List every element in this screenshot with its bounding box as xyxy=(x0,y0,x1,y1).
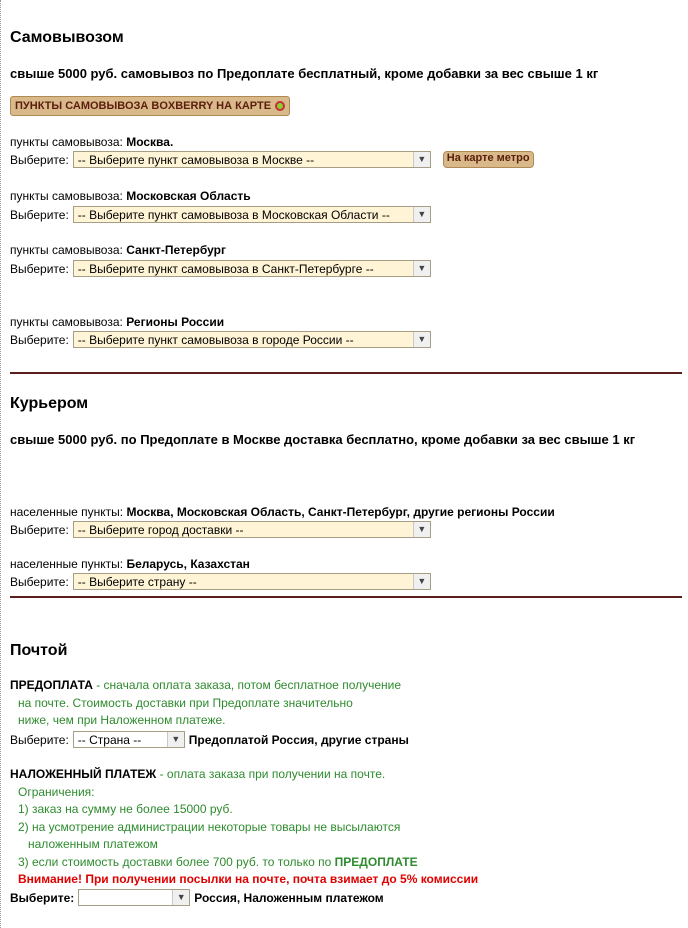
courier-russia-label: населенные пункты: Москва, Московская Область, Санкт-Петербург, другие регионы России xyxy=(10,505,555,519)
section-divider xyxy=(10,372,682,374)
courier-lead: свыше 5000 руб. по Предоплате в Москве доставка бесплатно, кроме добавки за вес свыше 1 кг xyxy=(10,432,636,447)
section-divider xyxy=(10,596,682,598)
pickup-mo-label: пункты самовывоза: Московская Область xyxy=(10,189,251,203)
pickup-spb-label: пункты самовывоза: Санкт-Петербург xyxy=(10,243,226,257)
cod-warning: Внимание! При получении посылки на почте, почта взимает до 5% комиссии xyxy=(18,872,479,886)
boxberry-map-label: ПУНКТЫ САМОВЫВОЗА BOXBERRY НА КАРТЕ xyxy=(15,100,272,112)
courier-foreign-label: населенные пункты: Беларусь, Казахстан xyxy=(10,557,250,571)
courier-russia-row xyxy=(10,521,431,538)
prepay-description: ПРЕДОПЛАТА - сначала оплата заказа, потом бесплатное получение на почте. Стоимость доставки при Предоплате значительно ниже, чем при Наложенном платеже. xyxy=(10,678,402,727)
cod-row xyxy=(10,889,384,906)
pickup-mo-row xyxy=(10,206,431,223)
pickup-spb-row xyxy=(10,260,431,277)
metro-map-button[interactable]: На карте метро xyxy=(443,151,534,168)
choose-label: Выберите: xyxy=(10,732,69,747)
chevron-down-icon: ▼ xyxy=(167,732,184,747)
pickup-moscow-label: пункты самовывоза: Москва. xyxy=(10,135,174,149)
chevron-down-icon: ▼ xyxy=(413,207,430,222)
choose-label: Выберите: xyxy=(10,574,69,589)
cod-description: НАЛОЖЕННЫЙ ПЛАТЕЖ - оплата заказа при получении на почте. Ограничения: 1) заказ на сумму не более 15000 руб. 2) на усмотрение администрации некоторые товары не высылаются наложенным платежом 3) если стоимость доставки более 700 руб. то только по ПРЕДОПЛАТЕ Внимание! При получении посылки на почте, почта взимает до 5% комиссии xyxy=(10,766,490,889)
pickup-title: Самовывозом xyxy=(10,29,124,46)
pickup-lead: свыше 5000 руб. самовывоз по Предоплате бесплатный, кроме добавки за вес свыше 1 кг xyxy=(10,66,599,81)
cod-country-select[interactable] xyxy=(78,889,190,906)
choose-label: Выберите: xyxy=(10,261,69,276)
cod-select-note: Россия, Наложенным платежом xyxy=(194,890,384,905)
chevron-down-icon: ▼ xyxy=(413,522,430,537)
courier-country-select[interactable]: -- Выберите страну -- ▼ xyxy=(73,573,431,590)
choose-label: Выберите: xyxy=(10,207,69,222)
pickup-regions-row xyxy=(10,331,431,348)
boxberry-map-button[interactable] xyxy=(10,96,290,116)
chevron-down-icon: ▼ xyxy=(413,261,430,276)
pickup-moscow-row xyxy=(10,151,534,168)
prepay-country-select[interactable]: -- Страна -- ▼ xyxy=(73,731,185,748)
chevron-down-icon: ▼ xyxy=(413,152,430,167)
pickup-moscow-select[interactable]: -- Выберите пункт самовывоза в Москве -- ▼ xyxy=(73,151,431,168)
courier-foreign-row xyxy=(10,573,431,590)
chevron-down-icon: ▼ xyxy=(172,890,189,905)
courier-title: Курьером xyxy=(10,395,89,412)
pickup-regions-select[interactable]: -- Выберите пункт самовывоза в городе России -- ▼ xyxy=(73,331,431,348)
pickup-regions-label: пункты самовывоза: Регионы России xyxy=(10,315,225,329)
choose-label: Выберите: xyxy=(10,332,69,347)
chevron-down-icon: ▼ xyxy=(413,332,430,347)
prepay-row xyxy=(10,731,409,748)
pickup-mo-select[interactable]: -- Выберите пункт самовывоза в Московская Области -- ▼ xyxy=(73,206,431,223)
map-marker-icon xyxy=(275,101,285,111)
prepay-select-note: Предоплатой Россия, другие страны xyxy=(188,732,409,747)
choose-label: Выберите: xyxy=(10,152,69,167)
left-border xyxy=(0,0,1,928)
chevron-down-icon: ▼ xyxy=(413,574,430,589)
choose-label: Выберите: xyxy=(10,890,75,905)
post-title: Почтой xyxy=(10,642,68,659)
courier-city-select[interactable]: -- Выберите город доставки -- ▼ xyxy=(73,521,431,538)
choose-label: Выберите: xyxy=(10,522,69,537)
pickup-spb-select[interactable]: -- Выберите пункт самовывоза в Санкт-Петербурге -- ▼ xyxy=(73,260,431,277)
